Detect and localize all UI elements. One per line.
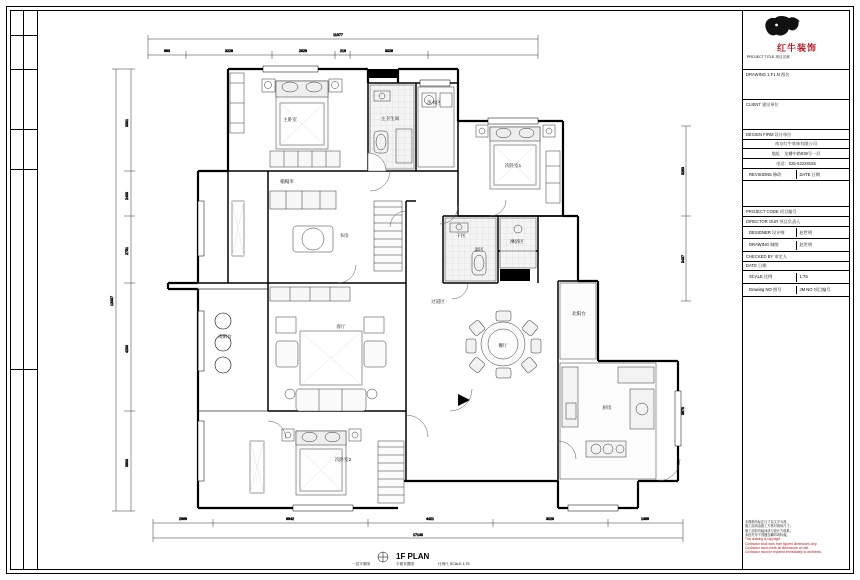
titleblock-row-drawingby bbox=[743, 239, 849, 252]
room-label: 淋浴区 bbox=[510, 239, 524, 244]
titleblock-row-designer bbox=[743, 227, 849, 240]
titleblock-label: DESIGN FIRM 设计单位 bbox=[746, 131, 792, 137]
room-label: 湿区 bbox=[474, 247, 484, 252]
titleblock-label: SCALE 比例 bbox=[746, 273, 797, 282]
titleblock-row-designfirm-label bbox=[743, 130, 849, 140]
left-index-column-2 bbox=[24, 10, 38, 570]
svg-text:2969: 2969 bbox=[179, 517, 187, 521]
note-line: 施工前如有疑问请与设计方联系。 bbox=[745, 528, 793, 533]
plan-title: 1F PLAN bbox=[396, 552, 430, 561]
svg-text:3900: 3900 bbox=[125, 459, 129, 467]
room-label: 洗衣区 bbox=[427, 100, 441, 105]
titleblock-label: DESIGNER 设计师 bbox=[746, 228, 797, 237]
room-label: 厨房 bbox=[602, 405, 612, 410]
svg-text:3670: 3670 bbox=[681, 407, 685, 415]
title-block bbox=[742, 11, 849, 569]
titleblock-row-address bbox=[743, 149, 849, 159]
svg-text:2400: 2400 bbox=[125, 192, 129, 200]
svg-text:3437: 3437 bbox=[681, 255, 685, 263]
room-label: 次卧室1 bbox=[504, 163, 522, 168]
plan-title-group bbox=[352, 552, 470, 566]
titleblock-row-client bbox=[743, 100, 849, 130]
titleblock-label-date: DATE 日期 bbox=[799, 171, 820, 177]
titleblock-row-designfirm-name bbox=[743, 140, 849, 150]
titleblock-row-revisions bbox=[743, 169, 849, 182]
room-label: 主卫生间 bbox=[380, 116, 400, 121]
svg-text:3026: 3026 bbox=[546, 517, 554, 521]
room-label: 榻榻米 bbox=[280, 179, 294, 184]
svg-text:17140: 17140 bbox=[413, 533, 423, 537]
project-title-label: PROJECT TITLE 项目名称 bbox=[747, 55, 790, 59]
svg-text:3263: 3263 bbox=[681, 167, 685, 175]
room-label: 书房 bbox=[339, 233, 349, 238]
titleblock-value: 赵世明 bbox=[799, 242, 813, 248]
svg-text:3026: 3026 bbox=[385, 49, 393, 53]
titleblock-row-drawingno bbox=[743, 284, 849, 297]
plan-subtitle: 平面布置图 bbox=[396, 562, 414, 566]
note-line: 未经许可不得擅自翻印或转载。 bbox=[745, 532, 790, 537]
svg-text:11077: 11077 bbox=[333, 33, 343, 37]
svg-text:3228: 3228 bbox=[225, 49, 233, 53]
titleblock-row-projectcode bbox=[743, 207, 849, 217]
titleblock-label: DRAWING 制图 bbox=[746, 241, 797, 250]
note-line: This drawing is copyright bbox=[745, 537, 781, 542]
floor-plan-drawing-area bbox=[38, 11, 738, 569]
plan-scale: 比例尺 SCALE 1:75 bbox=[438, 562, 470, 566]
titleblock-value: 1:75 bbox=[799, 274, 808, 280]
titleblock-value: 地址：龙蟠中路938号一层 bbox=[771, 150, 821, 156]
titleblock-row-checkedby bbox=[743, 252, 849, 262]
titleblock-value: 电话：025-52228155 bbox=[776, 160, 816, 166]
note-line: 施工前须由施工方核对现场尺寸。 bbox=[745, 524, 793, 529]
note-line: Contractor must check all dimensions on site. bbox=[745, 545, 810, 550]
titleblock-label: CLIENT 建设单位 bbox=[746, 101, 779, 107]
titleblock-revision-space bbox=[743, 181, 849, 207]
room-label: 餐厅 bbox=[498, 343, 508, 348]
note-line: 本图纸所标注尺寸以文字为准。 bbox=[745, 520, 790, 524]
svg-text:2751: 2751 bbox=[125, 247, 129, 255]
room-label: 客厅 bbox=[336, 324, 346, 329]
titleblock-label: DIRECTOR OUR 项目负责人 bbox=[746, 218, 801, 224]
note-line: Contractor shall work from figured dimensions only. bbox=[745, 541, 818, 546]
svg-text:216: 216 bbox=[340, 49, 346, 53]
room-label: 次卧室2 bbox=[334, 457, 352, 462]
svg-text:3301: 3301 bbox=[125, 119, 129, 127]
titleblock-row-phone bbox=[743, 159, 849, 169]
room-label: 北阳台 bbox=[572, 311, 586, 316]
titleblock-label-revisions: REVISIONS 修改 bbox=[746, 170, 797, 179]
titleblock-row-director bbox=[743, 217, 849, 227]
titleblock-row-date bbox=[743, 262, 849, 272]
titleblock-row-drawing bbox=[743, 70, 849, 100]
room-label: 南阳台 bbox=[218, 334, 232, 339]
titleblock-label: DRAWING 1 F1.N 图名 bbox=[746, 71, 790, 77]
floor-plan-svg bbox=[38, 11, 738, 569]
svg-text:4421: 4421 bbox=[426, 517, 434, 521]
company-name: 红牛装饰 bbox=[776, 43, 817, 53]
titleblock-label: DATE 日期 bbox=[746, 263, 767, 269]
logo-area bbox=[743, 11, 849, 70]
svg-text:1369: 1369 bbox=[641, 517, 649, 521]
svg-text:4200: 4200 bbox=[125, 345, 129, 353]
svg-text:980: 980 bbox=[164, 49, 170, 53]
titleblock-row-scale bbox=[743, 271, 849, 284]
svg-text:6942: 6942 bbox=[286, 517, 294, 521]
plan-title-cn: 一层平面图 bbox=[352, 562, 370, 566]
titleblock-label: PROJECT CODE 项目编号 bbox=[746, 208, 797, 214]
svg-text:12037: 12037 bbox=[110, 296, 114, 306]
titleblock-label-jmno: JM NO 项目编号 bbox=[799, 287, 831, 293]
bull-logo-icon bbox=[761, 14, 803, 40]
titleblock-label: Drawing NO 图号 bbox=[746, 286, 797, 295]
titleblock-value: 赵世明 bbox=[799, 229, 813, 235]
room-label: 主卧室 bbox=[283, 117, 297, 122]
left-index-column-1 bbox=[10, 10, 24, 570]
room-label: 干区 bbox=[456, 233, 466, 238]
titleblock-label: CHECKED BY 审定人 bbox=[746, 253, 787, 259]
svg-text:2629: 2629 bbox=[299, 49, 307, 53]
titleblock-value: 南京红牛装饰有限公司 bbox=[775, 141, 817, 147]
note-line: Contractor must be reported immediately to architects. bbox=[745, 550, 822, 555]
room-label: 过道区 bbox=[431, 299, 445, 304]
general-notes bbox=[745, 520, 845, 555]
